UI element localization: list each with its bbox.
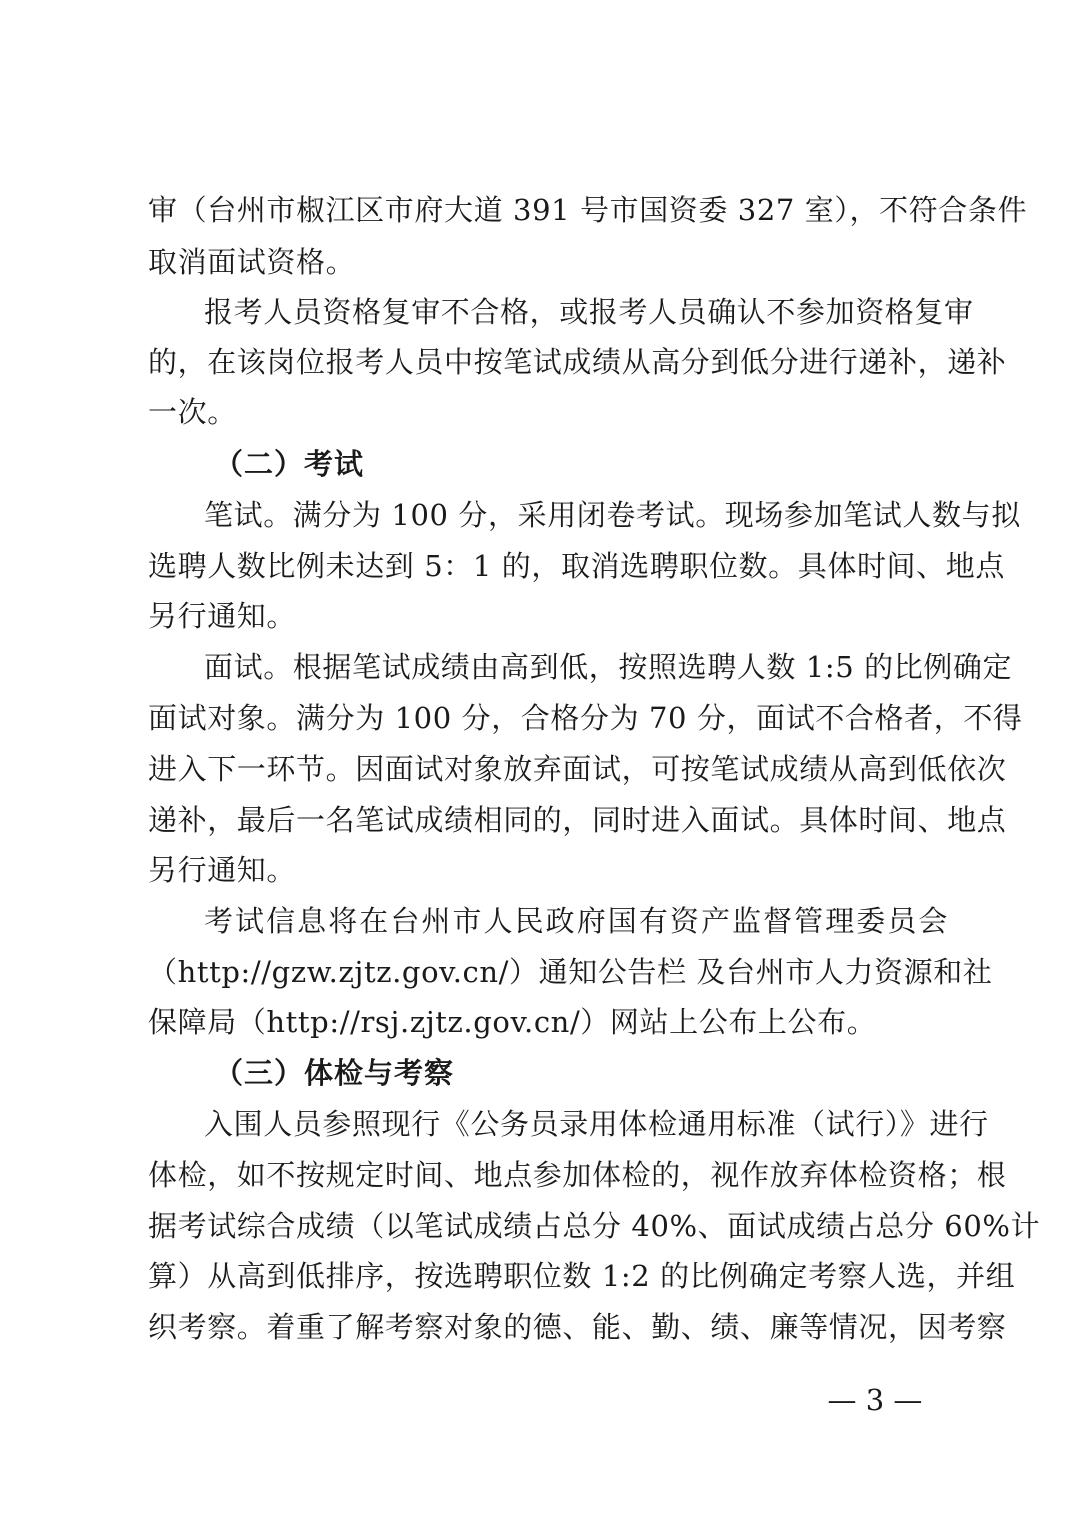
text-line: 一次。 bbox=[148, 395, 237, 429]
text-line: 报考人员资格复审不合格，或报考人员确认不参加资格复审 bbox=[204, 295, 974, 329]
text-line: 另行通知。 bbox=[148, 853, 297, 887]
text-line: 入围人员参照现行《公务员录用体检通用标准（试行）》进行 bbox=[204, 1107, 989, 1141]
text-line: 递补，最后一名笔试成绩相同的，同时进入面试。具体时间、地点 bbox=[148, 803, 1007, 837]
section-heading: （二）考试 bbox=[214, 447, 365, 481]
text-line: 算）从高到低排序，按选聘职位数 1:2 的比例确定考察人选，并组 bbox=[148, 1259, 1016, 1293]
text-line: 另行通知。 bbox=[148, 599, 297, 633]
text-line: 的，在该岗位报考人员中按笔试成绩从高分到低分进行递补，递补 bbox=[148, 345, 1007, 379]
text-line: 据考试综合成绩（以笔试成绩占总分 40%、面试成绩占总分 60%计 bbox=[148, 1209, 1041, 1243]
text-line: 审（台州市椒江区市府大道 391 号市国资委 327 室），不符合条件 bbox=[148, 193, 1028, 227]
text-line: （http://gzw.zjtz.gov.cn/）通知公告栏 及台州市人力资源和社 bbox=[148, 955, 993, 989]
text-line: 进入下一环节。因面试对象放弃面试，可按笔试成绩从高到低依次 bbox=[148, 752, 1007, 786]
text-line: 选聘人数比例未达到 5：1 的，取消选聘职位数。具体时间、地点 bbox=[148, 549, 1005, 583]
text-line: 面试。根据笔试成绩由高到低，按照选聘人数 1:5 的比例确定 bbox=[204, 650, 1013, 684]
text-line: 面试对象。满分为 100 分，合格分为 70 分，面试不合格者，不得 bbox=[148, 701, 1023, 735]
text-line: 考试信息将在台州市人民政府国有资产监督管理委员会 bbox=[204, 904, 948, 938]
text-line: 保障局（http://rsj.zjtz.gov.cn/）网站上公布上公布。 bbox=[148, 1005, 877, 1039]
text-line: 织考察。着重了解考察对象的德、能、勤、绩、廉等情况，因考察 bbox=[148, 1310, 1007, 1344]
text-line: 取消面试资格。 bbox=[148, 245, 356, 279]
text-line: 笔试。满分为 100 分，采用闭卷考试。现场参加笔试人数与拟 bbox=[204, 498, 1021, 532]
page-number: — 3 — bbox=[827, 1383, 923, 1417]
section-heading: （三）体检与考察 bbox=[214, 1056, 455, 1090]
text-line: 体检，如不按规定时间、地点参加体检的，视作放弃体检资格；根 bbox=[148, 1158, 1007, 1192]
